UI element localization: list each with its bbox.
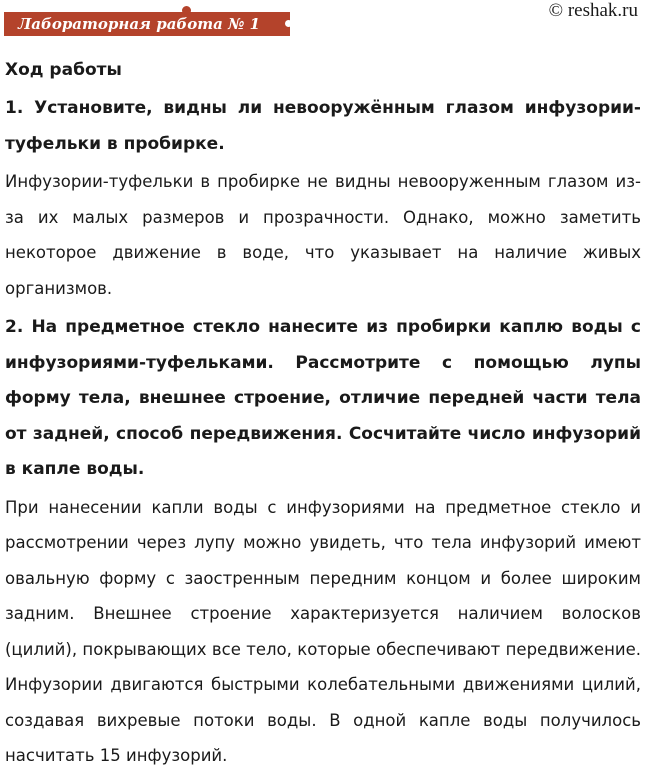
watermark: © reshak.ru (548, 0, 638, 21)
answer-1: Инфузории-туфельки в пробирке не видны невооруженным глазом из-за их малых размеров и прозрачности. Однако, можно заметить некоторое движение в воде, что указывает на наличие живых организмов. (5, 172, 641, 298)
lab-work-banner: Лабораторная работа № 1 (4, 12, 290, 36)
question-2: 2. На предметное стекло нанесите из пробирки каплю воды с инфузориями-туфельками. Рассмотрите с помощью лупы форму тела, внешнее строение, отличие передней части тела от задней, способ передвижения. Сосчитайте число инфузорий в капле воды. (5, 317, 641, 479)
answer-2: При нанесении капли воды с инфузориями на предметное стекло и рассмотрении через лупу можно увидеть, что тела инфузорий имеют овальную форму с заостренным передним концом и более широким задним. Внешнее строение характеризуется наличием волосков (цилий), покрывающих все тело, которые обеспечивают передвижение. Инфузории двигаются быстрыми колебательными движениями цилий, создавая вихревые потоки воды. В одной капле воды получилось насчитать 15 инфузорий. (5, 497, 641, 765)
section-title: Ход работы (5, 60, 122, 80)
question-1: 1. Установите, видны ли невооружённым глазом инфузории-туфельки в пробирке. (5, 98, 641, 154)
document-body (5, 55, 641, 778)
